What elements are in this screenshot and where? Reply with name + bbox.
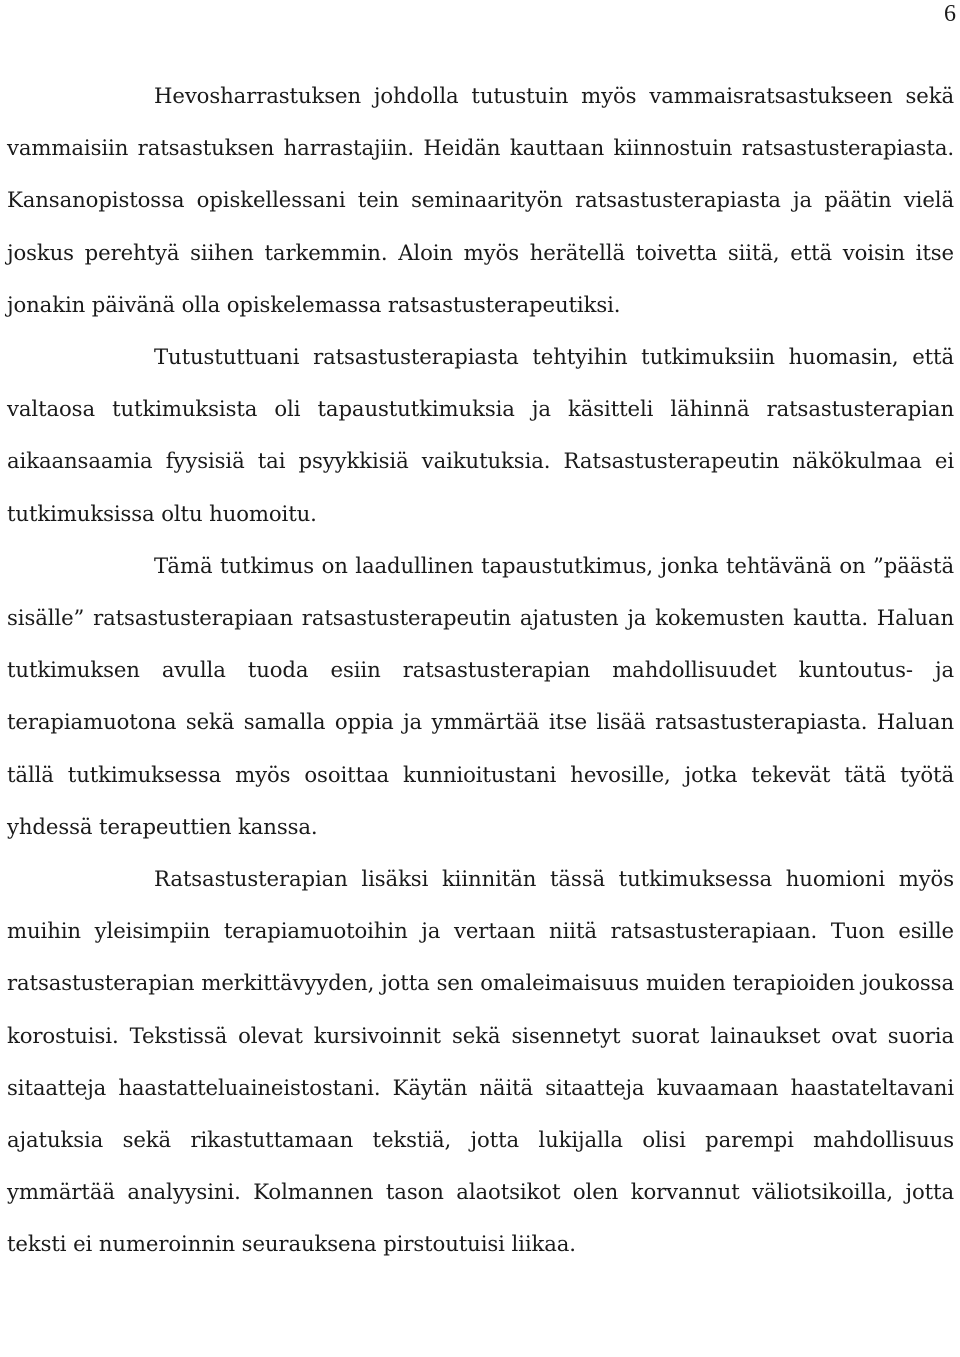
paragraph-horse-hobby: Hevosharrastuksen johdolla tutustuin myös vammaisratsastukseen sekä vammaisiin ratsastuksen harrastajiin. Heidän kauttaan kiinnostuin ratsastusterapiasta. Kansanopistossa opiskellessani tein seminaarityön ratsastusterapiasta ja päätin vielä joskus perehtyä siihen tarkemmin. Aloin myös herätellä toivetta siitä, että voisin itse jonakin päivänä olla opiskelemassa ratsastusterapeutiksi. <box>7 83 954 317</box>
paragraph-study-aim: Tämä tutkimus on laadullinen tapaustutkimus, jonka tehtävänä on ”päästä sisälle” ratsastusterapiaan ratsastusterapeutin ajatusten ja kokemusten kautta. Haluan tutkimuksen avulla tuoda esiin ratsastusterapian mahdollisuudet kuntoutus- ja terapiamuotona sekä samalla oppia ja ymmärtää itse lisää ratsastusterapiasta. Haluan tällä tutkimuksessa myös osoittaa kunnioitustani hevosille, jotka tekevät tätä työtä yhdessä terapeuttien kanssa. <box>7 552 954 839</box>
paragraph-other-therapies: Ratsastusterapian lisäksi kiinnitän tässä tutkimuksessa huomioni myös muihin yleisimpiin terapiamuotoihin ja vertaan niitä ratsastusterapiaan. Tuon esille ratsastusterapian merkittävyyden, jotta sen omaleimaisuus muiden terapioiden joukossa korostuisi. Tekstissä olevat kursivoinnit sekä sisennetyt suorat lainaukset ovat suoria sitaatteja haastatteluaineistostani. Käytän näitä sitaatteja kuvaamaan haastateltavani ajatuksia sekä rikastuttamaan tekstiä, jotta lukijalla olisi parempi mahdollisuus ymmärtää analyysini. Kolmannen tason alaotsikot olen korvannut väliotsikoilla, jotta teksti ei numeroinnin seurauksena pirstoutuisi liikaa. <box>7 866 954 1257</box>
paragraph-prior-research: Tutustuttuani ratsastusterapiasta tehtyihin tutkimuksiin huomasin, että valtaosa tutkimuksista oli tapaustutkimuksia ja käsitteli lähinnä ratsastusterapian aikaansaamia fyysisiä tai psyykkisiä vaikutuksia. Ratsastusterapeutin näkökulmaa ei tutkimuksissa oltu huomoitu. <box>7 344 954 526</box>
body-text <box>7 70 954 1271</box>
page-number: 6 <box>944 1 956 27</box>
